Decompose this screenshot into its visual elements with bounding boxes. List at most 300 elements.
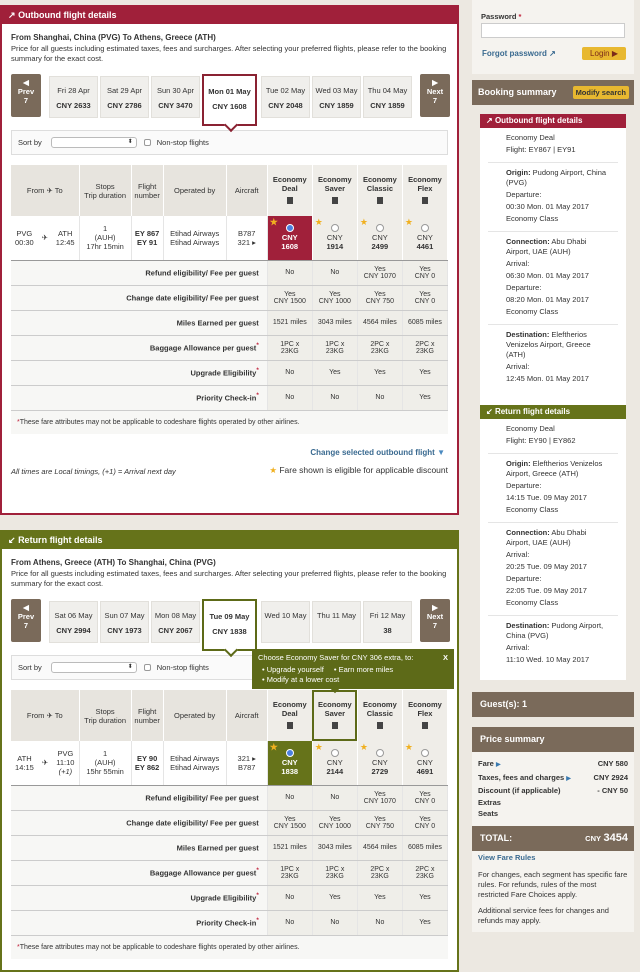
col-flight-label: Flight — [137, 706, 157, 716]
attribute-value: No — [375, 394, 385, 401]
close-icon[interactable]: X — [442, 653, 448, 662]
leg-place: Eleftherios Venizelos Airport, Greece (ATH) — [506, 459, 603, 478]
route-title: From Shanghai, China (PVG) To Athens, Greece (ATH) — [11, 33, 216, 42]
date-price: CNY 2994 — [56, 626, 91, 635]
triangle-down-icon: ▼ — [437, 448, 445, 457]
attribute-value: CNY 1500 — [273, 297, 306, 305]
leg-place: Eleftherios Venizelos Airport, Greece (ATH) — [506, 330, 591, 359]
leg-detail: Economy Class — [506, 505, 559, 514]
fare-attribute-row — [11, 810, 448, 835]
price-label: Fare — [478, 759, 494, 768]
price-value: CNY 2924 — [593, 772, 628, 782]
attribute-value: Yes — [419, 790, 431, 798]
fare-class: Economy Deal — [506, 133, 555, 142]
attribute-label: Refund eligibility/ Fee per guest — [145, 268, 259, 278]
fare-price: 1914 — [326, 242, 344, 252]
duration: 17hr 15min — [86, 242, 124, 252]
attribute-value: 2PC x — [370, 340, 390, 348]
col-stops-label: Stops — [95, 181, 115, 191]
attribute-value: Yes — [419, 369, 431, 376]
tooltip-title: Choose Economy Saver for CNY 306 extra, to: — [258, 653, 414, 662]
upsell-tooltip — [252, 649, 454, 689]
info-icon[interactable] — [287, 197, 293, 204]
fare-option[interactable] — [312, 216, 357, 260]
next-count: 7 — [432, 96, 438, 105]
fare-currency: CNY — [417, 233, 433, 243]
price-row — [472, 808, 634, 820]
attribute-value: CNY 0 — [414, 797, 436, 805]
fare-name: Economy — [362, 175, 397, 184]
booking-summary-bar — [472, 80, 634, 105]
prev-label: Prev — [17, 612, 35, 621]
flight-number: EY 867 — [134, 228, 160, 238]
date-label: Tue 02 May — [265, 86, 306, 95]
attribute-value: No — [330, 394, 340, 401]
col-from-to — [11, 690, 79, 741]
price-note: Price for all guests including estimated taxes, fees and surcharges. After selecting your preferred flights, please refer to the booking summary for the exact cost. — [11, 569, 447, 588]
attribute-value: 23KG — [325, 872, 344, 880]
col-flight-label2: number — [134, 190, 160, 200]
date-price: CNY 1608 — [212, 102, 247, 111]
nonstop-label: Non-stop flights — [156, 663, 209, 672]
attribute-label: Change date eligibility/ Fee per guest — [126, 293, 259, 303]
attribute-value: Yes — [419, 894, 431, 901]
total-amount: 3454 — [603, 831, 628, 844]
date-label: Sun 30 Apr — [156, 86, 195, 95]
col-flight-label: Flight — [137, 181, 157, 191]
fare-radio[interactable] — [331, 749, 339, 757]
price-note: Price for all guests including estimated taxes, fees and surcharges. After selecting your preferred flights, please refer to the booking summary for the exact cost. — [11, 44, 447, 63]
attribute-value: CNY 750 — [365, 297, 394, 305]
fare-name: Classic — [366, 184, 393, 193]
outbound-header — [2, 7, 457, 24]
attribute-value: Yes — [419, 815, 431, 823]
view-fare-rules-link[interactable]: View Fare Rules — [478, 852, 536, 862]
col-to: To — [54, 711, 63, 720]
col-to: To — [54, 186, 63, 195]
footnote: These fare attributes may not be applicable to codeshare flights operated by other airlines. — [19, 943, 300, 951]
sort-label: Sort by — [18, 138, 42, 147]
star-icon: ★ — [314, 217, 323, 227]
stops: 1 — [103, 224, 108, 234]
price-row — [472, 758, 634, 772]
leg-title: Destination: — [506, 330, 550, 339]
from-code: ATH — [17, 753, 32, 763]
attribute-value: 2PC x — [370, 865, 390, 873]
price-label: Extras — [478, 797, 501, 807]
to-time: 11:10 — [56, 758, 75, 768]
attribute-value: CNY 1070 — [363, 272, 396, 280]
select-arrows-icon: ⬍ — [127, 139, 133, 145]
via: (AUH) — [94, 233, 116, 243]
prev-count: 7 — [23, 621, 29, 630]
leg-detail: Departure: — [506, 481, 542, 490]
attribute-value: Yes — [329, 815, 341, 823]
triangle-right-icon[interactable]: ▶ — [566, 775, 571, 782]
forgot-password-link[interactable] — [482, 49, 556, 58]
col-operated — [163, 690, 226, 741]
flight-numbers: Flight: EY90 | EY862 — [506, 436, 576, 445]
fare-option[interactable] — [402, 216, 447, 260]
date-option[interactable] — [49, 76, 98, 118]
chevron-right-icon: ▶ — [432, 603, 438, 612]
fare-price: 2499 — [371, 242, 389, 252]
fare-price: 2144 — [326, 767, 344, 777]
prev-dates-button[interactable] — [11, 74, 41, 117]
plane-icon: ✈ — [46, 711, 53, 720]
info-icon[interactable] — [287, 722, 293, 729]
attribute-label: Upgrade Eligibility — [190, 893, 257, 903]
date-option[interactable] — [363, 76, 412, 118]
attribute-value: Yes — [284, 290, 296, 298]
aircraft: B787 — [237, 762, 256, 772]
link-text: Change selected outbound flight — [310, 448, 435, 457]
flights-table — [11, 165, 448, 434]
attribute-value: 2PC x — [415, 340, 435, 348]
sort-label: Sort by — [18, 663, 42, 672]
attribute-value: Yes — [419, 265, 431, 273]
attribute-value: CNY 1000 — [318, 297, 351, 305]
attribute-value: CNY 1000 — [318, 822, 351, 830]
password-label: Password — [481, 12, 517, 21]
date-price: CNY 1859 — [370, 101, 405, 110]
date-price: CNY 1973 — [107, 626, 142, 635]
col-duration-label: Trip duration — [84, 715, 126, 725]
from-time: 00:30 — [14, 237, 34, 247]
attribute-label: Miles Earned per guest — [176, 843, 259, 853]
leg-detail: 20:25 Tue. 09 May 2017 — [506, 562, 587, 571]
fare-radio[interactable] — [376, 224, 384, 232]
prev-count: 7 — [23, 96, 29, 105]
price-summary-title: Price summary — [480, 734, 545, 744]
fare-attribute-row — [11, 785, 448, 810]
col-stops-label: Stops — [95, 706, 115, 716]
fare-radio[interactable] — [421, 749, 429, 757]
modify-search-button[interactable]: Modify search — [573, 86, 629, 99]
outbound-summary-header — [480, 114, 626, 128]
date-option[interactable] — [261, 601, 310, 643]
nonstop-checkbox[interactable] — [144, 664, 151, 671]
forgot-text: Forgot password — [482, 49, 547, 58]
stops: 1 — [103, 749, 108, 759]
date-option[interactable] — [151, 76, 200, 118]
arrow-up-right-icon: ↗ — [8, 10, 16, 20]
date-price: CNY 2786 — [107, 101, 142, 110]
asterisk: * — [256, 917, 259, 925]
leg-place: Pudong Airport, China (PVG) — [506, 621, 604, 640]
fare-name: Economy — [317, 700, 352, 709]
date-option[interactable] — [49, 601, 98, 643]
attribute-label: Baggage Allowance per guest — [149, 343, 257, 353]
attribute-label: Priority Check-in — [196, 918, 257, 928]
prev-label: Prev — [17, 87, 35, 96]
date-label: Thu 04 May — [367, 86, 408, 95]
fare-option[interactable] — [357, 216, 402, 260]
asterisk: * — [256, 867, 259, 875]
attribute-label: Refund eligibility/ Fee per guest — [145, 793, 259, 803]
leg-title: Connection: — [506, 237, 550, 246]
leg-detail: 06:30 Mon. 01 May 2017 — [506, 271, 589, 280]
prev-dates-button[interactable] — [11, 599, 41, 642]
date-option[interactable] — [312, 601, 361, 643]
info-icon[interactable] — [332, 197, 338, 204]
col-operated — [163, 165, 226, 216]
fare-attribute-row — [11, 835, 448, 860]
leg-detail: Economy Class — [506, 214, 559, 223]
duration: 15hr 55min — [86, 767, 124, 777]
asterisk: * — [256, 392, 259, 400]
leg-detail: Arrival: — [506, 643, 530, 652]
col-aircraft-label: Aircraft — [234, 711, 259, 720]
asterisk: * — [17, 943, 20, 951]
attribute-label: Baggage Allowance per guest — [149, 868, 257, 878]
attribute-value: 3043 miles — [317, 844, 352, 851]
next-dates-button[interactable] — [420, 74, 450, 117]
next-label: Next — [426, 87, 444, 96]
date-strip — [2, 599, 457, 655]
fare-column-header — [267, 165, 312, 216]
attribute-value: 1PC x — [280, 340, 300, 348]
date-option[interactable] — [100, 76, 149, 118]
guests-bar — [472, 692, 634, 717]
col-duration-label: Trip duration — [84, 190, 126, 200]
attribute-value: 4564 miles — [362, 319, 397, 326]
asterisk: * — [256, 892, 259, 900]
date-option[interactable] — [100, 601, 149, 643]
fare-radio[interactable] — [421, 224, 429, 232]
external-link-icon: ↗ — [549, 49, 556, 58]
attribute-value: Yes — [419, 290, 431, 298]
leg-detail: 00:30 Mon. 01 May 2017 — [506, 202, 589, 211]
fare-currency: CNY — [326, 233, 343, 243]
fare-option[interactable] — [312, 741, 357, 785]
chevron-left-icon: ◀ — [23, 603, 29, 612]
fare-attribute-row — [11, 910, 448, 935]
date-option[interactable] — [151, 601, 200, 643]
col-stops — [79, 165, 131, 216]
fare-attribute-row — [11, 335, 448, 360]
date-label: Fri 28 Apr — [57, 86, 90, 95]
fare-currency: CNY — [371, 758, 388, 768]
col-flight-label2: number — [134, 715, 160, 725]
select-arrows-icon: ⬍ — [127, 664, 133, 670]
date-label: Mon 01 May — [208, 87, 251, 96]
fare-column-header — [312, 165, 357, 216]
fare-name: Flex — [417, 709, 433, 718]
attribute-value: No — [285, 369, 295, 376]
fare-name: Deal — [281, 709, 298, 718]
date-label: Mon 08 May — [154, 611, 197, 620]
fare-radio[interactable] — [376, 749, 384, 757]
attribute-value: 2PC x — [415, 865, 435, 873]
guests-count: Guest(s): 1 — [480, 699, 528, 709]
date-option[interactable] — [202, 599, 257, 651]
info-icon[interactable] — [377, 197, 383, 204]
attribute-value: 23KG — [370, 347, 389, 355]
fare-attribute-row — [11, 885, 448, 910]
fare-currency: CNY — [326, 758, 343, 768]
return-header — [2, 532, 457, 549]
attribute-value: No — [375, 919, 385, 926]
play-icon[interactable]: ▸ — [252, 753, 256, 763]
date-price: 38 — [383, 626, 392, 635]
info-icon[interactable] — [422, 197, 428, 204]
leg-detail: 12:45 Mon. 01 May 2017 — [506, 374, 589, 383]
fare-column-header — [357, 165, 402, 216]
aircraft: 321 — [237, 753, 251, 763]
flight-row — [11, 216, 448, 260]
nonstop-checkbox[interactable] — [144, 139, 151, 146]
play-icon[interactable]: ▸ — [252, 237, 256, 247]
price-row — [472, 797, 634, 809]
leg-detail: Economy Class — [506, 598, 559, 607]
aircraft: 321 — [237, 237, 251, 247]
sort-select[interactable] — [51, 662, 137, 673]
required-mark: * — [518, 12, 522, 21]
date-price: CNY 2048 — [268, 101, 303, 110]
flight-number: EY 90 — [136, 753, 158, 763]
operator: Etihad Airways — [170, 228, 220, 238]
attribute-value: 23KG — [415, 872, 434, 880]
outbound-summary-card — [480, 114, 626, 399]
fare-option[interactable] — [402, 741, 447, 785]
attribute-value: CNY 0 — [414, 272, 436, 280]
section-title: Outbound flight details — [18, 10, 117, 20]
login-button[interactable]: Login ▶ — [582, 47, 626, 60]
fare-radio[interactable] — [286, 224, 294, 232]
col-operated-label: Operated by — [174, 186, 216, 195]
attribute-label: Change date eligibility/ Fee per guest — [126, 818, 259, 828]
triangle-right-icon[interactable]: ▶ — [495, 762, 501, 768]
leg-detail: Departure: — [506, 190, 542, 199]
fare-column-header — [357, 690, 402, 741]
flight-row — [11, 741, 448, 785]
price-summary-bar — [472, 727, 634, 752]
attribute-value: Yes — [329, 894, 341, 901]
fare-column-header — [312, 690, 357, 741]
fare-currency: CNY — [371, 233, 388, 243]
fees-note: Additional service fees for changes and refunds may apply. — [478, 905, 609, 925]
attribute-value: CNY 750 — [365, 822, 394, 830]
attribute-value: CNY 0 — [414, 297, 436, 305]
star-icon: ★ — [359, 217, 368, 227]
attribute-value: Yes — [374, 894, 386, 901]
attribute-value: Yes — [374, 815, 386, 823]
outbound-section — [0, 5, 459, 515]
operator: Etihad Airways — [170, 753, 220, 763]
fare-price: 4461 — [416, 242, 434, 252]
col-aircraft-label: Aircraft — [234, 186, 259, 195]
fare-attribute-row — [11, 360, 448, 385]
col-from: From — [26, 711, 45, 720]
to-time: 12:45 — [55, 237, 75, 247]
attribute-value: Yes — [419, 394, 431, 401]
star-icon: ★ — [314, 742, 323, 752]
fare-option[interactable] — [267, 741, 312, 785]
fare-attribute-row — [11, 860, 448, 885]
discount-note: Fare shown is eligible for applicable discount — [279, 465, 448, 475]
chevron-right-icon: ▶ — [432, 78, 438, 87]
total-bar — [472, 826, 634, 851]
info-icon[interactable] — [332, 722, 338, 729]
leg-detail: Arrival: — [506, 550, 530, 559]
attribute-value: 6085 miles — [408, 319, 442, 326]
booking-summary-title: Booking summary — [478, 87, 557, 97]
fare-price: 4691 — [416, 767, 434, 777]
info-icon[interactable] — [377, 722, 383, 729]
fare-attribute-row — [11, 310, 448, 335]
leg-title: Origin: — [506, 168, 531, 177]
date-price: CNY 1859 — [319, 101, 354, 110]
date-option[interactable] — [261, 76, 310, 118]
attribute-label: Miles Earned per guest — [176, 318, 259, 328]
price-value: CNY 580 — [597, 759, 628, 768]
leg-place: Abu Dhabi Airport, UAE (AUH) — [506, 237, 587, 256]
to-code: PVG — [57, 749, 74, 759]
date-label: Sat 06 May — [54, 611, 93, 620]
from-code: PVG — [16, 228, 33, 238]
sort-select[interactable] — [51, 137, 137, 148]
section-title: Return flight details — [18, 535, 103, 545]
col-aircraft — [226, 690, 267, 741]
date-label: Sat 29 Apr — [106, 86, 143, 95]
date-option[interactable] — [202, 74, 257, 126]
attribute-value: 3043 miles — [317, 319, 352, 326]
attribute-value: CNY 1070 — [363, 797, 396, 805]
date-label: Wed 10 May — [264, 611, 307, 620]
fare-column-header — [402, 690, 447, 741]
route-title: From Athens, Greece (ATH) To Shanghai, China (PVG) — [11, 558, 216, 567]
fare-option[interactable] — [357, 741, 402, 785]
next-dates-button[interactable] — [420, 599, 450, 642]
sort-bar — [11, 130, 448, 155]
next-label: Next — [426, 612, 444, 621]
price-row — [472, 772, 634, 786]
attribute-value: 4564 miles — [362, 844, 397, 851]
fare-name: Saver — [324, 709, 346, 718]
attribute-value: 1PC x — [325, 340, 345, 348]
password-input[interactable] — [481, 23, 625, 38]
date-option[interactable] — [312, 76, 361, 118]
next-day: (+1) — [58, 767, 73, 777]
fare-attribute-row — [11, 285, 448, 310]
fare-currency: CNY — [281, 233, 298, 243]
total-label: TOTAL: — [480, 832, 513, 843]
attribute-value: Yes — [374, 790, 386, 798]
star-icon: ★ — [269, 742, 278, 752]
date-price: CNY 2633 — [56, 101, 91, 110]
return-summary-header — [480, 405, 626, 419]
change-outbound-link[interactable] — [310, 448, 445, 457]
attribute-value: No — [285, 919, 295, 926]
col-from-to — [11, 165, 79, 216]
price-row — [472, 785, 634, 797]
summary-header-text: Outbound flight details — [494, 116, 583, 125]
attribute-value: 6085 miles — [408, 844, 442, 851]
fare-radio[interactable] — [286, 749, 294, 757]
leg-detail: 08:20 Mon. 01 May 2017 — [506, 295, 589, 304]
operator: Etihad Airways — [170, 762, 220, 772]
attribute-value: 1521 miles — [272, 319, 307, 326]
attribute-label: Upgrade Eligibility — [190, 368, 257, 378]
attribute-value: Yes — [374, 265, 386, 273]
fare-option[interactable] — [267, 216, 312, 260]
info-icon[interactable] — [422, 722, 428, 729]
fare-radio[interactable] — [331, 224, 339, 232]
date-option[interactable] — [363, 601, 412, 643]
leg-title: Destination: — [506, 621, 550, 630]
attribute-value: 23KG — [325, 347, 344, 355]
